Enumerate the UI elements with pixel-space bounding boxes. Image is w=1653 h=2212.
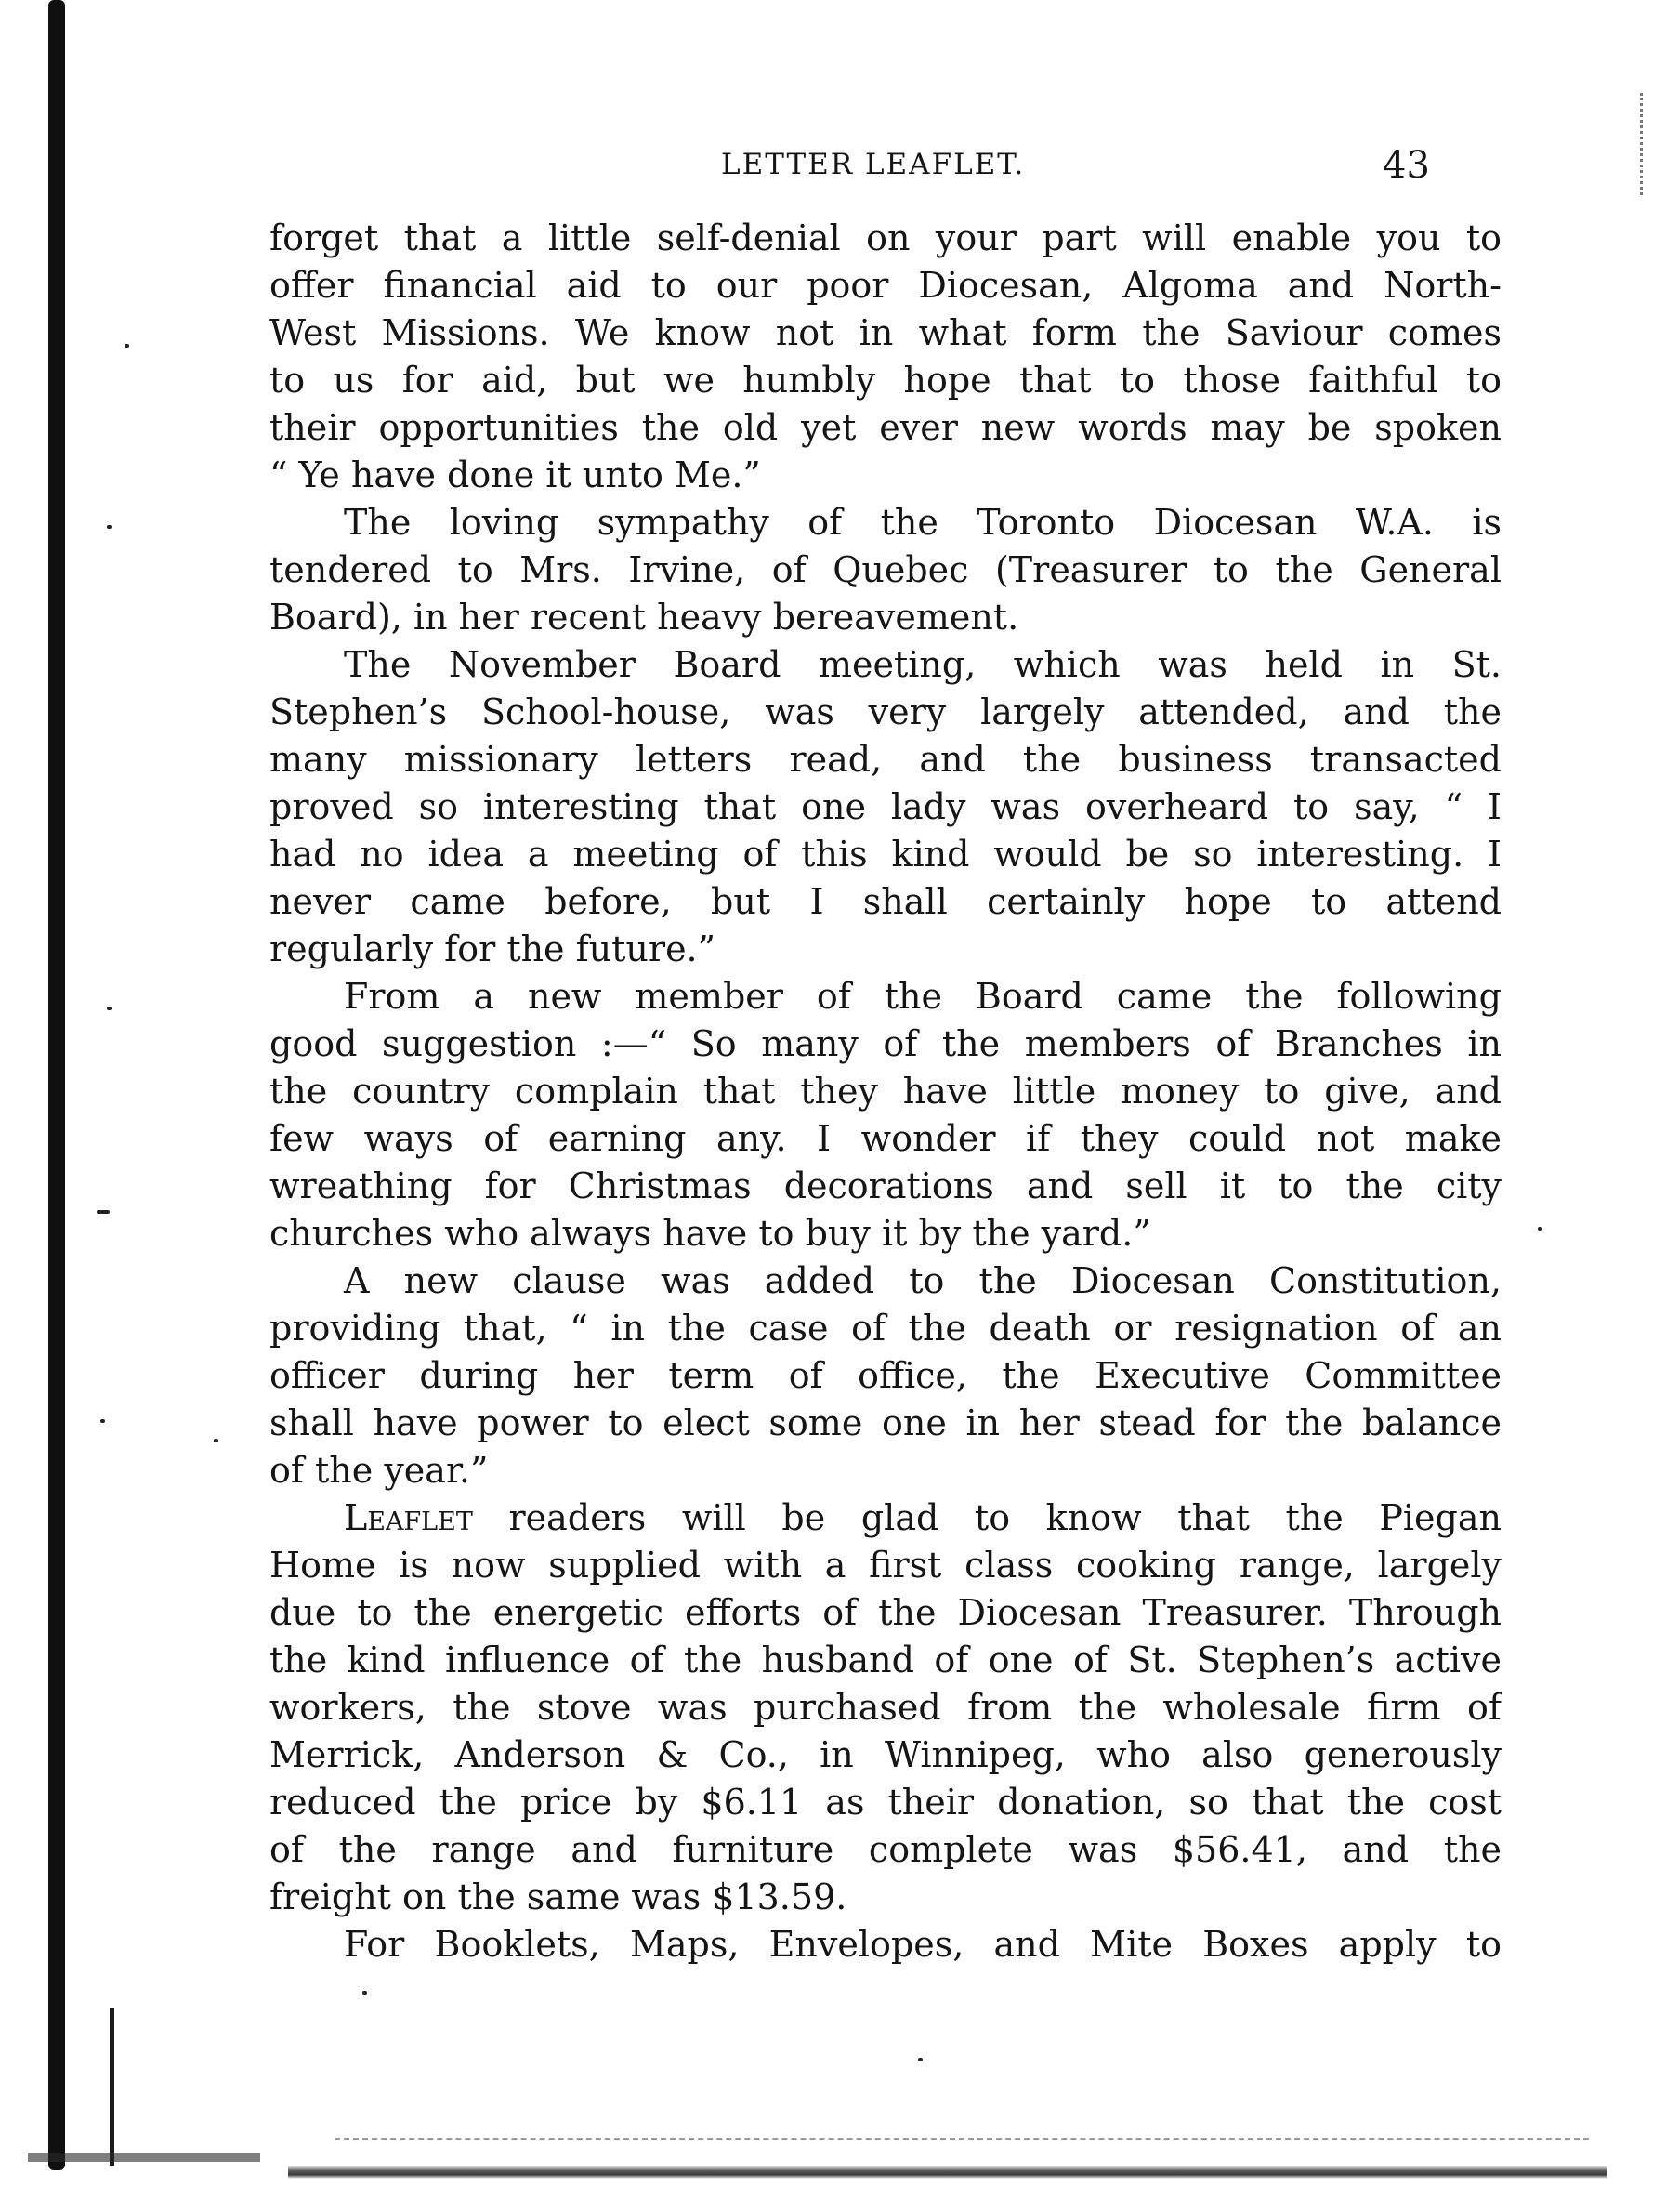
text-line: Home is now supplied with a first class cooking range, largely (269, 1545, 1502, 1586)
paragraph-5 (269, 1257, 1502, 1494)
body-text (269, 215, 1502, 1968)
running-title: LETTER LEAFLET. (721, 148, 1026, 181)
text-line: officer during her term of office, the Executive Committee (269, 1355, 1502, 1396)
scan-speck (107, 1007, 112, 1010)
scan-bottom-edge-left (28, 2153, 260, 2162)
text-line: regularly for the future.” (269, 928, 716, 969)
scan-bottom-edge (288, 2166, 1607, 2179)
text-line: From a new member of the Board came the following (344, 976, 1502, 1017)
text-run: readers will be glad to know that the Piegan (472, 1497, 1502, 1538)
text-line: of the range and furniture complete was $56.41, and the (269, 1829, 1502, 1870)
text-line: freight on the same was $13.59. (269, 1876, 847, 1917)
running-head (0, 144, 1653, 187)
scan-speck (214, 1439, 218, 1442)
page-number: 43 (1383, 144, 1430, 187)
text-line: The November Board meeting, which was held in St. (344, 644, 1502, 685)
scan-speck (100, 1419, 105, 1423)
paragraph-1 (269, 215, 1502, 499)
text-line: forget that a little self-denial on your part will enable you to (269, 217, 1502, 258)
text-line: wreathing for Christmas decorations and sell it to the city (269, 1165, 1502, 1206)
text-line: many missionary letters read, and the business transacted (269, 739, 1502, 780)
text-line: due to the energetic efforts of the Diocesan Treasurer. Through (269, 1592, 1502, 1633)
text-line: For Booklets, Maps, Envelopes, and Mite Boxes apply to (344, 1924, 1502, 1965)
binding-edge (110, 2008, 114, 2166)
scan-speck (97, 1210, 110, 1214)
leaflet-smallcaps: Leaflet (344, 1497, 473, 1538)
text-line: to us for aid, but we humbly hope that to those faithful to (269, 360, 1502, 401)
text-line: providing that, “ in the case of the death or resignation of an (269, 1308, 1502, 1349)
text-line: workers, the stove was purchased from the wholesale firm of (269, 1687, 1502, 1728)
text-line: The loving sympathy of the Toronto Diocesan W.A. is (344, 502, 1502, 543)
text-line: offer financial aid to our poor Diocesan, Algoma and North- (269, 265, 1502, 306)
text-line (269, 1494, 1502, 1542)
text-line: good suggestion :—“ So many of the members of Branches in (269, 1023, 1502, 1064)
text-line: the country complain that they have little money to give, and (269, 1071, 1502, 1112)
text-line: never came before, but I shall certainly hope to attend (269, 881, 1502, 922)
text-line: “ Ye have done it unto Me.” (269, 454, 761, 495)
text-line: churches who always have to buy it by the yard.” (269, 1213, 1151, 1254)
text-line: Merrick, Anderson & Co., in Winnipeg, who also generously (269, 1734, 1502, 1775)
text-line: of the year.” (269, 1450, 489, 1491)
text-line: tendered to Mrs. Irvine, of Quebec (Treasurer to the General (269, 549, 1502, 590)
text-line: West Missions. We know not in what form the Saviour comes (269, 312, 1502, 353)
binding-shadow (48, 0, 65, 2170)
scan-speck (918, 2058, 923, 2061)
text-line: Board), in her recent heavy bereavement. (269, 597, 1019, 638)
scan-speck (125, 344, 129, 348)
text-line: reduced the price by $6.11 as their donation, so that the cost (269, 1782, 1502, 1823)
text-line: proved so interesting that one lady was overheard to say, “ I (269, 786, 1502, 827)
paragraph-4 (269, 973, 1502, 1257)
text-line: A new clause was added to the Diocesan Constitution, (344, 1260, 1502, 1301)
text-line: had no idea a meeting of this kind would be so interesting. I (269, 834, 1502, 875)
scan-dashed-artifact (335, 2138, 1589, 2141)
paragraph-2 (269, 499, 1502, 641)
scan-speck (1538, 1227, 1542, 1231)
text-line: few ways of earning any. I wonder if they could not make (269, 1118, 1502, 1159)
paragraph-6 (269, 1494, 1502, 1921)
paragraph-7 (269, 1921, 1502, 1968)
scan-speck (107, 525, 112, 529)
text-line: the kind influence of the husband of one of St. Stephen’s active (269, 1639, 1502, 1680)
scan-speck (362, 1991, 367, 1995)
text-line: shall have power to elect some one in her stead for the balance (269, 1402, 1502, 1443)
paragraph-3 (269, 641, 1502, 973)
text-line: Stephen’s School-house, was very largely attended, and the (269, 691, 1502, 732)
text-line: their opportunities the old yet ever new words may be spoken (269, 407, 1502, 448)
